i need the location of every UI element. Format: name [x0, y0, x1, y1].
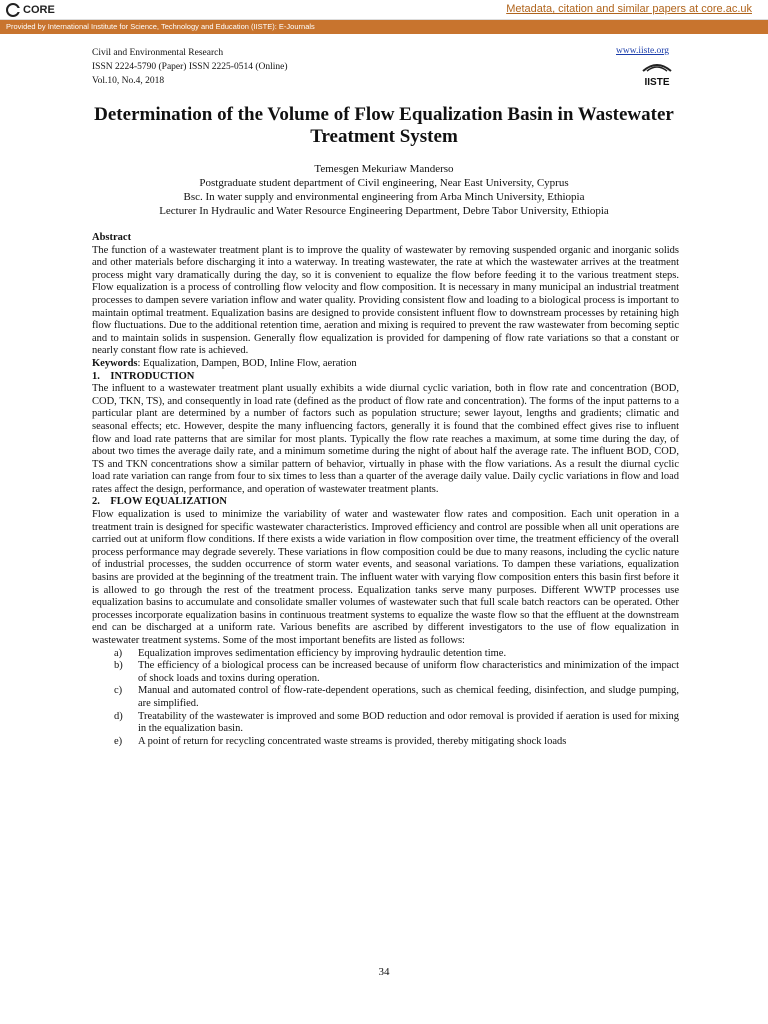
core-banner	[0, 0, 768, 20]
list-item-text: The efficiency of a biological process can be increased because of uniform flow characteristics and minimization of the impact of shock loads and toxins during operation.	[138, 660, 679, 684]
list-item	[92, 685, 679, 710]
provided-by-bar	[0, 20, 768, 34]
abstract-heading: Abstract	[92, 232, 132, 243]
abstract-text: The function of a wastewater treatment plant is to improve the quality of wastewater by removing suspended organic and inorganic solids and other materials before discharging it into a waterway. In treating wastewater, the rate at which the wastewater arrives at the treatment process might vary dramatically during the day, so it is convenient to equalize the flow before feeding it to the various treatment steps. Flow equalization is a process of controlling flow velocity and flow composition. It is necessary in many municipal an industrial treatment processes to dampen severe variation inflow and water quality. Providing consistent flow and loading to a biological process is important to maintain optimal treatment. Equalization basins are designed to provide consistent influent flow to downstream processes by retaining high flow fluctuations. Due to the additional retention time, aeration and mixing is required to prevent the raw wastewater from becoming septic and to maintain solids in suspension. Generally flow equalization is provided for dampening of flow rate variations so that a constant or nearly constant flow rate is achieved.	[92, 244, 679, 357]
affiliation-1: Postgraduate student department of Civil engineering, Near East University, Cyprus	[199, 177, 569, 189]
list-item	[92, 648, 679, 661]
list-item-text: A point of return for recycling concentrated waste streams is provided, thereby mitigating shock loads	[138, 735, 567, 747]
core-logo[interactable]	[6, 3, 55, 17]
list-marker: d)	[114, 710, 123, 722]
core-logo-text: CORE	[23, 4, 55, 16]
author-block	[80, 162, 688, 218]
author-name: Temesgen Mekuriaw Manderso	[314, 163, 454, 175]
keywords-value: : Equalization, Dampen, BOD, Inline Flow, aeration	[137, 357, 357, 369]
paper-title: Determination of the Volume of Flow Equalization Basin in Wastewater Treatment System	[94, 104, 674, 147]
page-number: 34	[378, 966, 390, 978]
list-item-text: Equalization improves sedimentation efficiency by improving hydraulic detention time.	[138, 647, 507, 659]
list-marker: b)	[114, 660, 123, 672]
list-item-text: Manual and automated control of flow-rate-dependent operations, such as chemical feeding, disinfection, and sludge pumping, are simplified.	[138, 685, 679, 709]
section-heading-introduction: 1. INTRODUCTION	[92, 370, 195, 382]
benefits-list	[92, 648, 679, 749]
list-marker: c)	[114, 685, 123, 697]
affiliation-3: Lecturer In Hydraulic and Water Resource Engineering Department, Debre Tabor University, Ethiopia	[159, 205, 609, 217]
affiliation-2: Bsc. In water supply and environmental engineering from Arba Minch University, Ethiopia	[183, 191, 585, 203]
keywords-label: Keywords	[92, 357, 138, 369]
core-logo-icon	[6, 3, 20, 17]
list-item-text: Treatability of the wastewater is improved and some BOD reduction and odor removal is provided if aeration is used for mixing in the equalization basin.	[138, 710, 679, 735]
list-item	[92, 711, 679, 736]
flow-equalization-text: Flow equalization is used to minimize the variability of water and wastewater flow rates and composition. Each unit operation in a treatment train is designed for specific wastewater characteristics. Improved efficiency and control are possible when all unit operations are carried out at uniform flow conditions. If there exists a wide variation in flow composition over time, the treatment efficiency of the overall process performance may degrade severely. These variations in flow composition could be due to many reasons, including the cyclic nature of industrial processes, the sudden occurrence of storm water events, and seasonal variations. To dampen these variations, equalization basins are provided at the beginning of the treatment train. The influent water with varying flow composition enters this basin first before it is allowed to go through the rest of the treatment process. Equalization tanks serve many purposes. Different WWTP processes use equalization basins to accumulate and consolidate smaller volumes of wastewater such that full scale batch reactors can be operated. Other processes incorporate equalization basins in continuous treatment systems to equalize the waste flow so that the effluent at the downstream end can be discharged at a uniform rate. Various benefits are ascribed by different investigators to the use of flow equalization in wastewater treatment systems. Some of the most important benefits are listed as follows:	[92, 509, 679, 646]
list-item	[92, 736, 679, 749]
iiste-logo-text: IISTE	[644, 77, 670, 87]
journal-volume: Vol.10, No.4, 2018	[92, 76, 165, 86]
keywords-line	[92, 358, 679, 371]
section-heading-flow-equalization: 2. FLOW EQUALIZATION	[92, 496, 227, 508]
journal-header	[92, 46, 288, 88]
journal-issn: ISSN 2224-5790 (Paper) ISSN 2225-0514 (Online)	[92, 62, 288, 72]
list-item	[92, 660, 679, 685]
iiste-logo	[640, 59, 674, 87]
introduction-text: The influent to a wastewater treatment plant usually exhibits a wide diurnal cyclic variation, both in flow rate and concentration (BOD, COD, TKN, TS), and consequently in load rate (defined as the product of flow rate and concentration). The forms of the input patterns to a particular plant are determined by a number of factors such as population structure; sewer layout, lengths and gradients; climatic and seasonal effects; etc. However, despite the many influencing factors, generally it is found that the combined effect gives rise to influent flow and load rate patterns that are similar for most plants. Typically the flow rate reaches a maximum, at some time during the day, of about two times the average daily rate, and a minimum sometime during the night of about half the average rate. The influent BOD, COD, TS and TKN concentrations show a similar pattern of behavior, virtually in phase with the flow variations. As a result the diurnal cyclic load rate variation can range from four to six times to less than a quarter of the average daily value. Daily cyclic variations in flow and load rates affect the design, performance, and operation of wastewater treatment plants.	[92, 383, 679, 495]
provided-by-text[interactable]: Provided by International Institute for Science, Technology and Education (IISTE): E-Journals	[6, 22, 315, 31]
core-metadata-link[interactable]: Metadata, citation and similar papers at core.ac.uk	[506, 3, 752, 15]
journal-url-link[interactable]: www.iiste.org	[616, 46, 670, 56]
journal-name: Civil and Environmental Research	[92, 48, 224, 58]
paper-body	[92, 232, 679, 748]
list-marker: e)	[114, 735, 123, 747]
list-marker: a)	[114, 647, 123, 659]
